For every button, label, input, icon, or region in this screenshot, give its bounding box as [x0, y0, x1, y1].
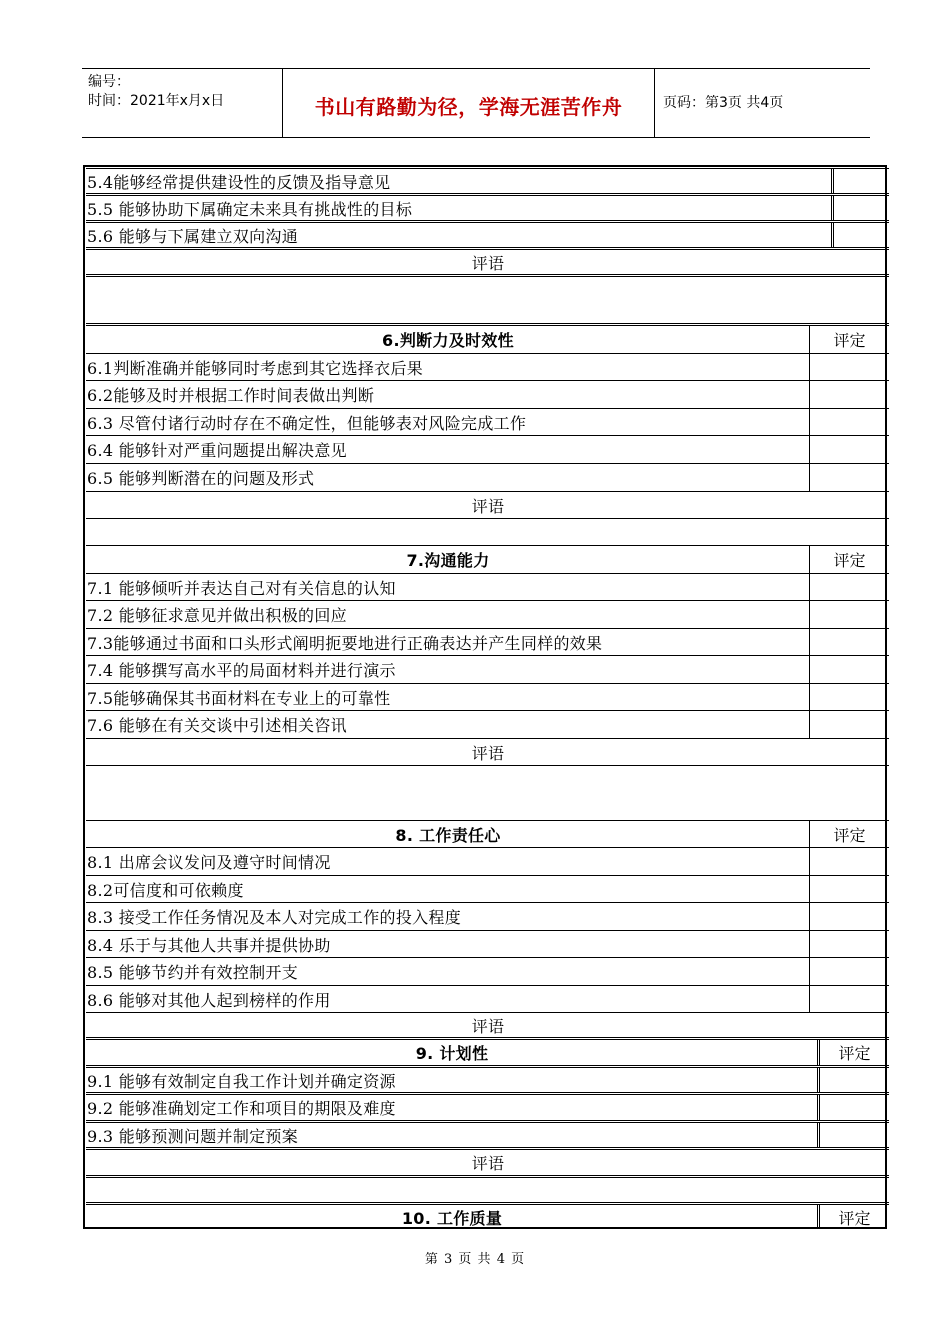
section-title: 8. 工作责任心	[395, 825, 501, 845]
list-item	[86, 409, 889, 436]
section-heading	[86, 821, 889, 848]
item-label: 6.2能够及时并根据工作时间表做出判断	[87, 386, 375, 405]
rating-cell[interactable]	[809, 684, 889, 710]
header-meta-cell	[82, 69, 283, 137]
item-label: 9.3 能够预测问题并制定预案	[87, 1126, 299, 1146]
list-item	[86, 711, 889, 739]
comment-header	[86, 739, 889, 766]
rating-cell[interactable]	[809, 848, 889, 875]
comment-area[interactable]	[86, 766, 889, 821]
page-header	[82, 68, 870, 138]
item-label: 8.1 出席会议发问及遵守时间情况	[87, 853, 331, 872]
item-label: 5.4能够经常提供建设性的反馈及指导意见	[87, 172, 391, 192]
section-title: 10. 工作质量	[401, 1208, 503, 1228]
rating-cell[interactable]	[809, 464, 889, 491]
list-item	[86, 1068, 889, 1095]
header-page-number: 页码：第3页 共4页	[663, 95, 784, 111]
comment-header	[86, 492, 889, 519]
item-label: 6.1判断准确并能够同时考虑到其它选择衣后果	[87, 358, 424, 378]
rating-cell[interactable]	[817, 1068, 889, 1092]
list-item	[86, 848, 889, 876]
rating-cell[interactable]	[809, 903, 889, 930]
list-item	[86, 196, 889, 223]
rating-cell[interactable]	[809, 409, 889, 435]
list-item	[86, 381, 889, 409]
list-item	[86, 656, 889, 684]
list-item	[86, 903, 889, 931]
header-motto: 书山有路勤为径，学海无涯苦作舟	[314, 95, 623, 119]
comment-label: 评语	[471, 1154, 505, 1173]
rating-cell[interactable]	[817, 1095, 889, 1120]
rating-cell[interactable]	[817, 1123, 889, 1147]
list-item	[86, 168, 889, 196]
item-label: 6.3 尽管付诸行动时存在不确定性，但能够表对风险完成工作	[87, 413, 527, 433]
rating-cell[interactable]	[809, 601, 889, 628]
list-item	[86, 601, 889, 629]
comment-header	[86, 1150, 889, 1178]
rating-cell[interactable]	[831, 169, 889, 193]
item-label: 5.6 能够与下属建立双向沟通	[87, 226, 299, 246]
section-heading	[86, 546, 889, 574]
item-label: 8.3 接受工作任务情况及本人对完成工作的投入程度	[87, 908, 462, 927]
comment-label: 评语	[471, 496, 505, 516]
list-item	[86, 354, 889, 381]
rating-cell[interactable]	[831, 223, 889, 247]
page-footer: 第 3 页 共 4 页	[424, 1252, 526, 1267]
list-item	[86, 629, 889, 656]
list-item	[86, 958, 889, 986]
section-title: 7.沟通能力	[406, 551, 490, 570]
item-label: 6.5 能够判断潜在的问题及形式	[87, 469, 315, 488]
item-label: 9.2 能够准确划定工作和项目的期限及难度	[87, 1099, 396, 1118]
item-label: 7.3能够通过书面和口头形式阐明扼要地进行正确表达并产生同样的效果	[87, 633, 603, 653]
rating-header: 评定	[817, 1205, 889, 1229]
section-title: 6.判断力及时效性	[382, 331, 514, 350]
item-label: 7.5能够确保其书面材料在专业上的可靠性	[87, 688, 391, 708]
header-motto-cell	[283, 69, 655, 137]
comment-area[interactable]	[86, 277, 889, 326]
item-label: 8.2可信度和可依赖度	[87, 880, 244, 900]
rating-cell[interactable]	[809, 986, 889, 1012]
rating-cell[interactable]	[831, 196, 889, 220]
list-item	[86, 574, 889, 601]
comment-header	[86, 1013, 889, 1040]
rating-header: 评定	[817, 1040, 889, 1065]
section-title: 9. 计划性	[415, 1044, 489, 1063]
rating-cell[interactable]	[809, 656, 889, 683]
rating-cell[interactable]	[809, 436, 889, 463]
item-label: 7.4 能够撰写高水平的局面材料并进行演示	[87, 661, 396, 680]
rating-cell[interactable]	[809, 931, 889, 957]
comment-area[interactable]	[86, 1178, 889, 1205]
rating-cell[interactable]	[809, 629, 889, 655]
rating-cell[interactable]	[809, 354, 889, 380]
item-label: 8.4 乐于与其他人共事并提供协助	[87, 935, 331, 955]
comment-header	[86, 250, 889, 277]
section-heading	[86, 326, 889, 354]
rating-header: 评定	[809, 326, 889, 353]
comment-label: 评语	[471, 253, 505, 273]
rating-cell[interactable]	[809, 711, 889, 738]
item-label: 7.2 能够征求意见并做出积极的回应	[87, 606, 347, 625]
item-label: 9.1 能够有效制定自我工作计划并确定资源	[87, 1071, 396, 1091]
rating-cell[interactable]	[809, 958, 889, 985]
rating-header: 评定	[809, 546, 889, 573]
comment-area[interactable]	[86, 519, 889, 546]
item-label: 5.5 能够协助下属确定未来具有挑战性的目标	[87, 199, 413, 219]
rating-cell[interactable]	[809, 574, 889, 600]
list-item	[86, 684, 889, 711]
list-item	[86, 1095, 889, 1123]
item-label: 6.4 能够针对严重问题提出解决意见	[87, 441, 347, 460]
list-item	[86, 986, 889, 1013]
list-item	[86, 223, 889, 250]
header-page-cell	[655, 69, 870, 137]
list-item	[86, 1123, 889, 1150]
item-label: 8.6 能够对其他人起到榜样的作用	[87, 990, 331, 1010]
document-number-label: 编号：	[88, 74, 130, 90]
list-item	[86, 876, 889, 903]
rating-cell[interactable]	[809, 381, 889, 408]
section-heading	[86, 1040, 889, 1068]
item-label: 7.6 能够在有关交谈中引述相关咨讯	[87, 716, 347, 735]
list-item	[86, 436, 889, 464]
rating-cell[interactable]	[809, 876, 889, 902]
document-time-label: 时间：2021年x月x日	[88, 93, 225, 109]
comment-label: 评语	[471, 743, 505, 763]
rating-header: 评定	[809, 821, 889, 847]
list-item	[86, 464, 889, 492]
list-item	[86, 931, 889, 958]
section-heading	[86, 1205, 889, 1229]
item-label: 7.1 能够倾听并表达自己对有关信息的认知	[87, 578, 396, 598]
item-label: 8.5 能够节约并有效控制开支	[87, 963, 299, 982]
comment-label: 评语	[471, 1016, 505, 1036]
